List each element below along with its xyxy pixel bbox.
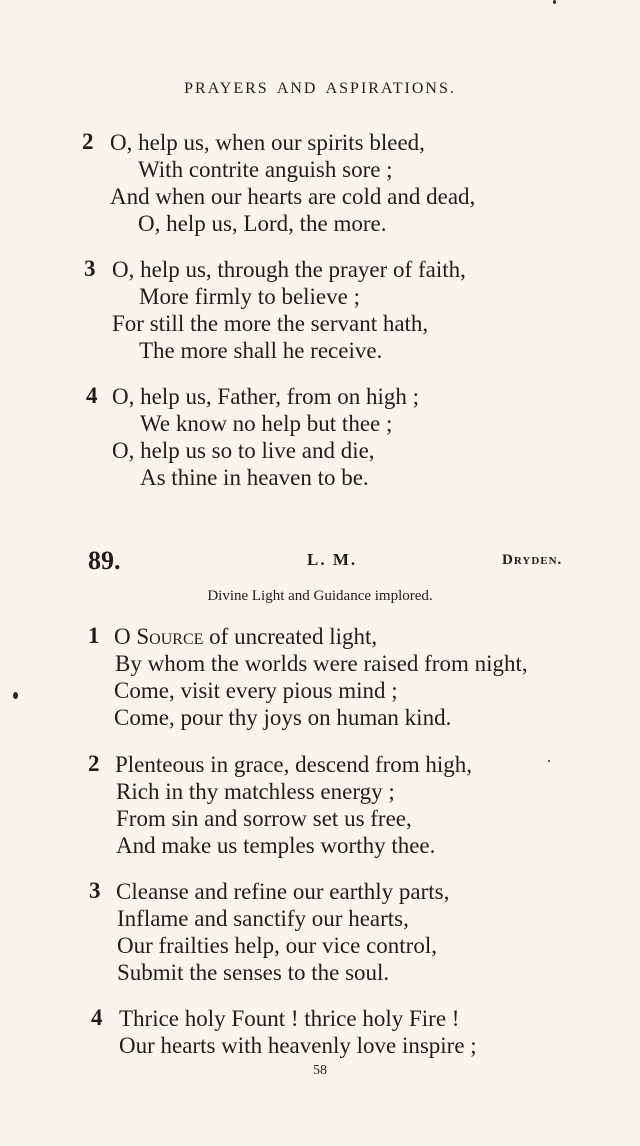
verse-line: O, help us, through the prayer of faith, [112,257,466,282]
verse-number: 2 [82,129,94,154]
verse-line: With contrite anguish sore ; [138,157,393,182]
verse-line: And when our hearts are cold and dead, [110,184,476,209]
verse-line: Submit the senses to the soul. [117,960,390,985]
running-head: PRAYERS AND ASPIRATIONS. [184,80,456,97]
ink-speck [13,692,18,699]
verse-line: Thrice holy Fount ! thrice holy Fire ! [119,1006,460,1031]
verse-word: of uncreated light, [203,624,378,649]
verse-number: 2 [88,751,100,776]
verse-line: Come, visit every pious mind ; [114,678,398,703]
verse-line: O, help us, Father, from on high ; [112,384,419,409]
verse-number: 3 [84,256,96,281]
verse-line: O, help us so to live and die, [112,438,375,463]
verse-line: Plenteous in grace, descend from high, [115,752,473,777]
verse-line: From sin and sorrow set us free, [116,806,412,831]
verse-line: More firmly to believe ; [139,284,360,309]
ink-speck [553,0,556,4]
ink-speck [548,760,550,762]
verse-line: Our frailties help, our vice control, [117,933,437,958]
hymn-heading [0,546,640,580]
verse-line: We know no help but thee ; [140,411,393,436]
verse-word: Source [136,624,204,649]
hymn-subtitle: Divine Light and Guidance implored. [207,588,433,604]
verse-line: The more shall he receive. [139,338,383,363]
verse-line: O, help us, Lord, the more. [138,211,387,236]
verse-line: Inflame and sanctify our hearts, [117,906,409,931]
hymn-number: 89. [88,546,121,575]
hymn-author: Dryden. [502,552,563,568]
verse-line: Rich in thy matchless energy ; [116,779,395,804]
verse-line: Our hearts with heavenly love inspire ; [119,1033,477,1058]
verse-line: By whom the worlds were raised from night, [115,651,528,676]
verse-number: 1 [88,623,100,648]
verse-line: For still the more the servant hath, [112,311,429,336]
verse-line: Come, pour thy joys on human kind. [114,705,452,730]
hymn-meter: L. M. [307,550,358,569]
page-number: 58 [313,1063,327,1078]
verse-line: Cleanse and refine our earthly parts, [116,879,450,904]
verse-number: 4 [91,1005,103,1030]
verse-word: O [114,624,137,649]
verse-line: O, help us, when our spirits bleed, [110,130,425,155]
verse-number: 3 [89,878,101,903]
verse-line: And make us temples worthy thee. [116,833,436,858]
verse-line [114,623,377,650]
verse-number: 4 [86,383,98,408]
verse-line: As thine in heaven to be. [140,465,369,490]
